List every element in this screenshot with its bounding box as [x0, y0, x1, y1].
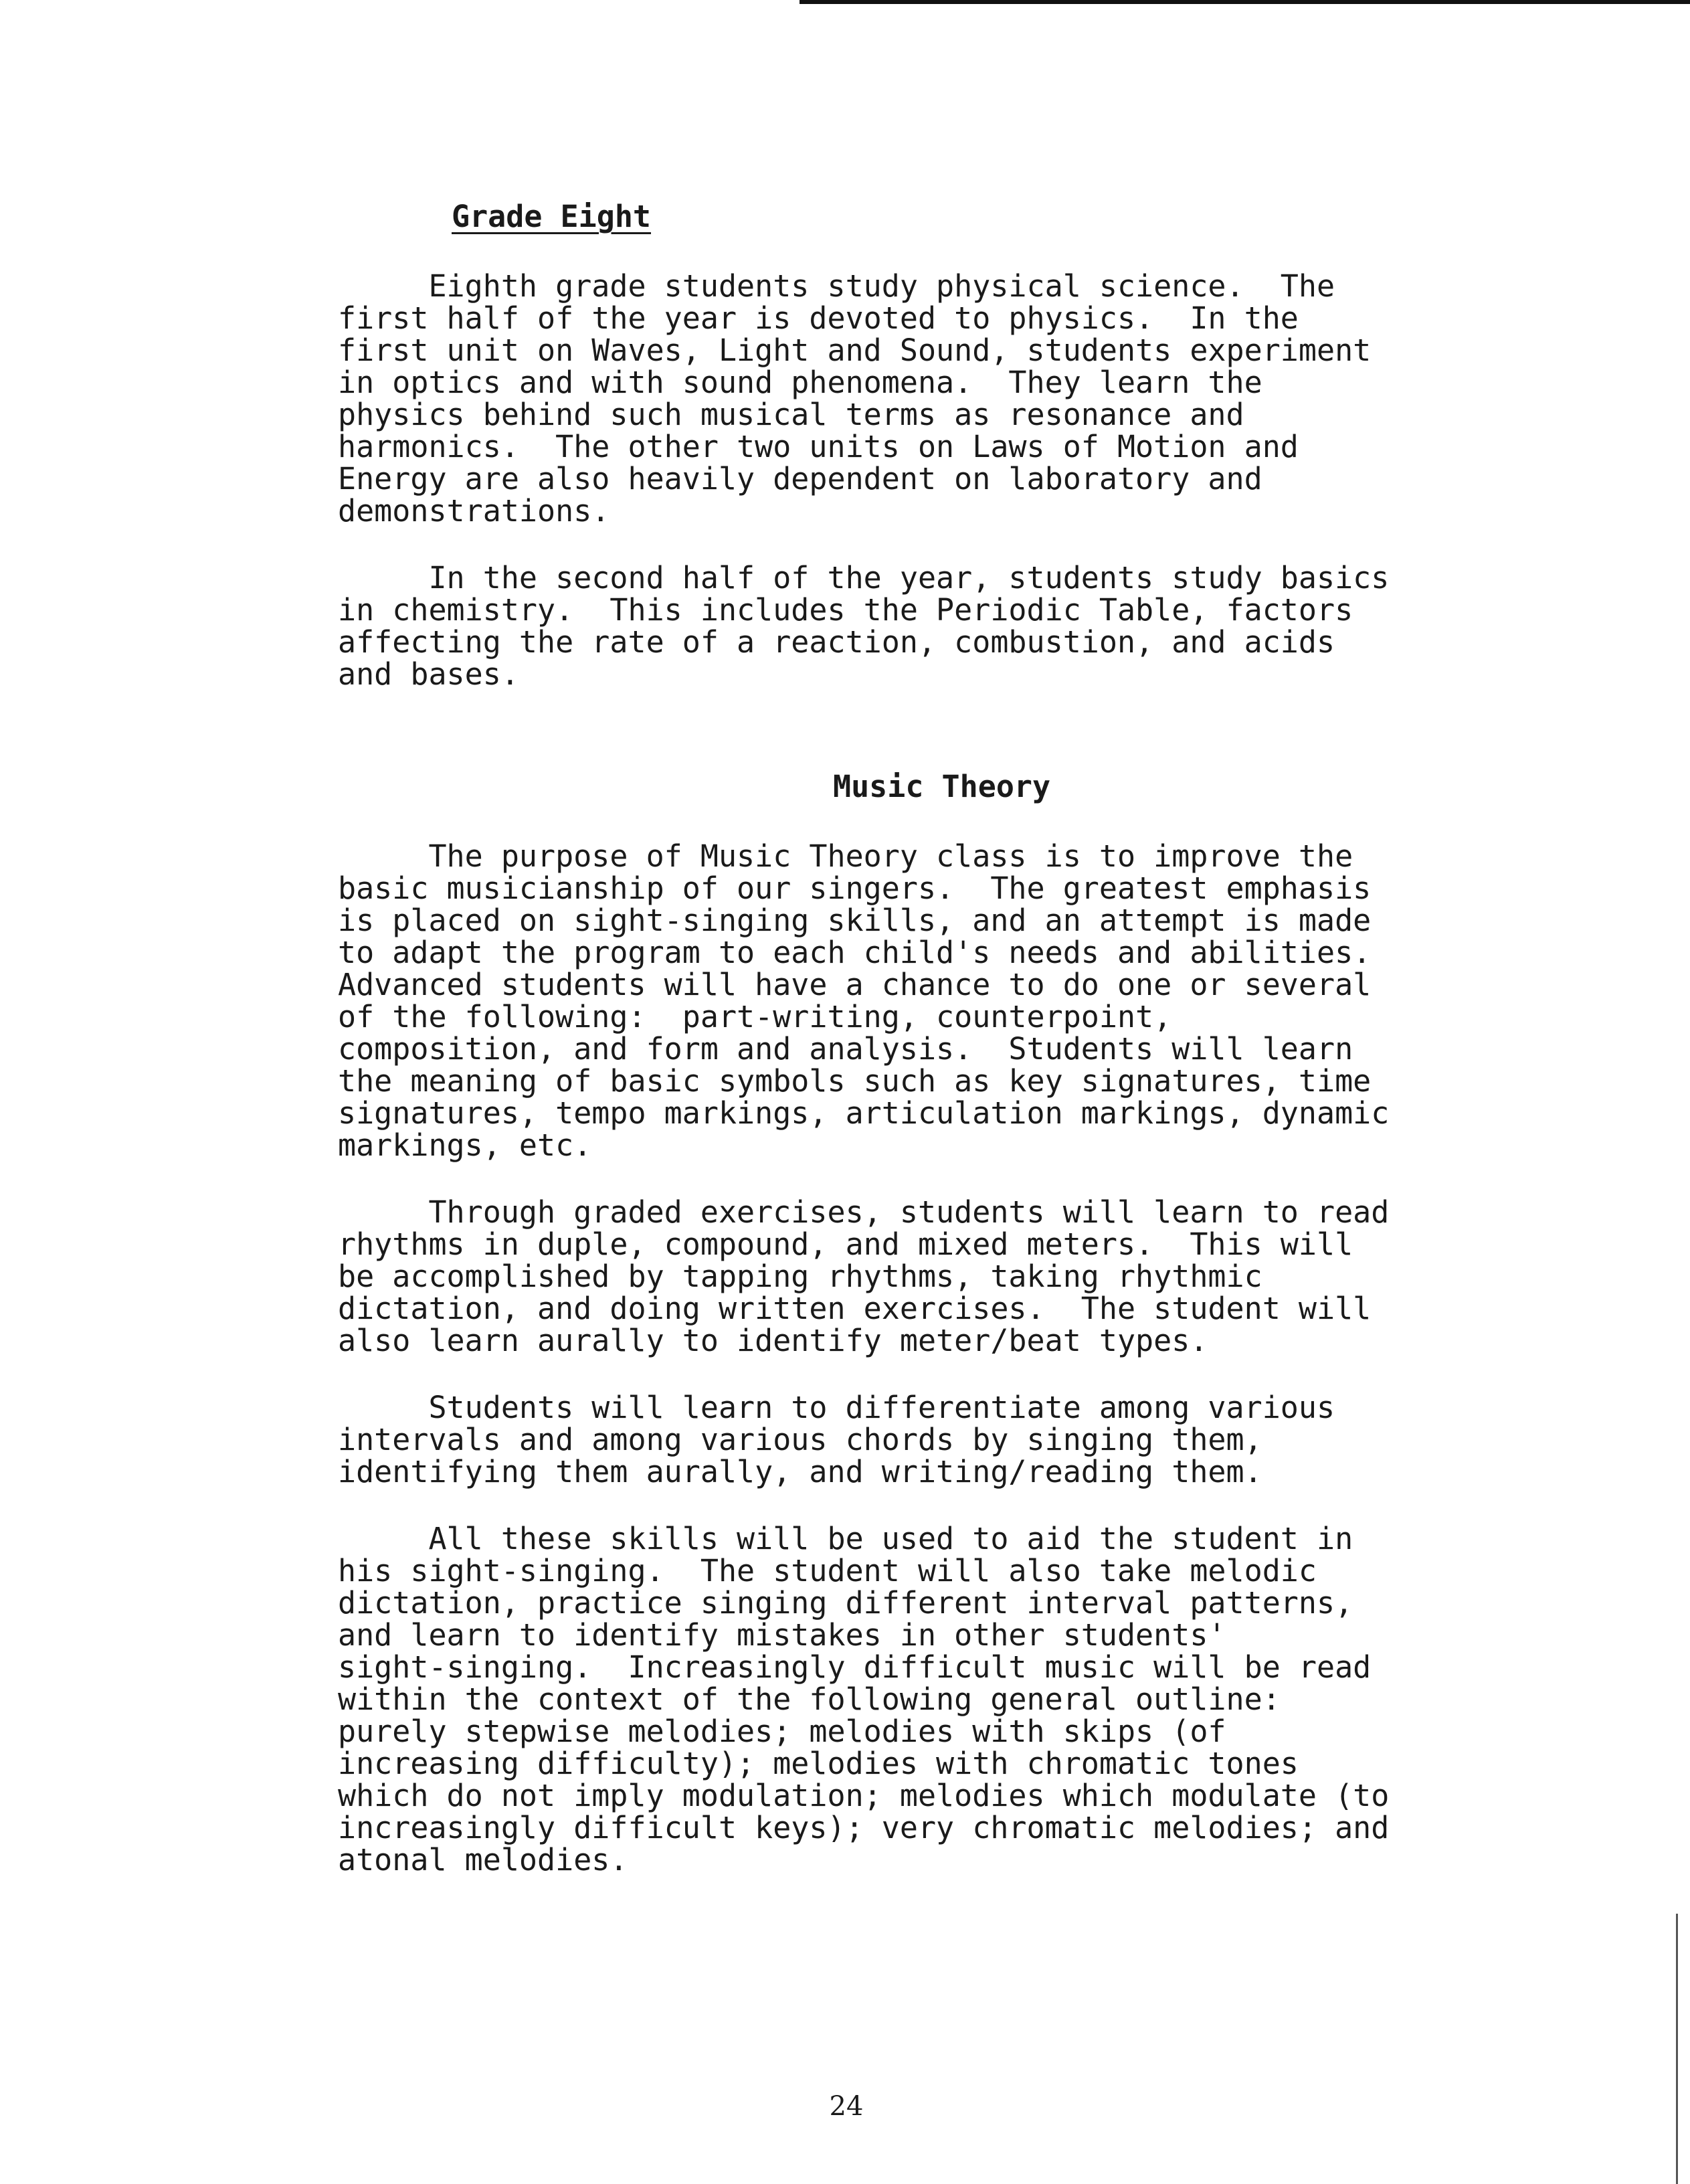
paragraph: All these skills will be used to aid the student in his sight-singing. The student will also take melodic dictation, practice singing different interval patterns, and learn to identify mistakes in other students' sight-singing. Increasingly difficult music will be read within the context of the following general outline: purely stepwise melodies; melodies with skips (of increasing difficulty); melodies with chromatic tones which do not imply modulation; melodies which modulate (to increasingly difficult keys); very chromatic melodies; and atonal melodies.: [338, 1521, 1390, 1878]
paragraph: Eighth grade students study physical science. The first half of the year is devoted to physics. In the first unit on Waves, Light and Sound, students experiment in optics and with sound phenomena. They learn the physics behind such musical terms as resonance and harmonics. The other two units on Laws of Motion and Energy are also heavily dependent on laboratory and demonstrations.: [338, 268, 1372, 529]
paragraph: Through graded exercises, students will learn to read rhythms in duple, compound, and mixed meters. This will be accomplished by tapping rhythms, taking rhythmic dictation, and doing written exercises. The student will also learn aurally to identify meter/beat types.: [338, 1194, 1390, 1358]
page-body: [338, 201, 1542, 1876]
paragraph: Students will learn to differentiate among various intervals and among various chords by singing them, identifying them aurally, and writing/reading them.: [338, 1390, 1335, 1489]
page-number: 24: [829, 2091, 864, 2122]
section-heading-music-theory: Music Theory: [833, 769, 1051, 804]
section-heading-grade-eight: Grade Eight: [452, 199, 652, 234]
scan-top-edge: [800, 0, 1690, 4]
scan-right-edge: [1676, 1914, 1678, 2184]
paragraph: In the second half of the year, students study basics in chemistry. This includes the Periodic Table, factors affecting the rate of a reaction, combustion, and acids and bases.: [338, 560, 1390, 692]
paragraph: The purpose of Music Theory class is to improve the basic musicianship of our singers. The greatest emphasis is placed on sight-singing skills, and an attempt is made to adapt the program to each child's needs and abilities. Advanced students will have a chance to do one or several of the following: part-writing, counterpoint, composition, and form and analysis. Students will learn the meaning of basic symbols such as key signatures, time signatures, tempo markings, articulation markings, dynamic markings, etc.: [338, 838, 1390, 1163]
